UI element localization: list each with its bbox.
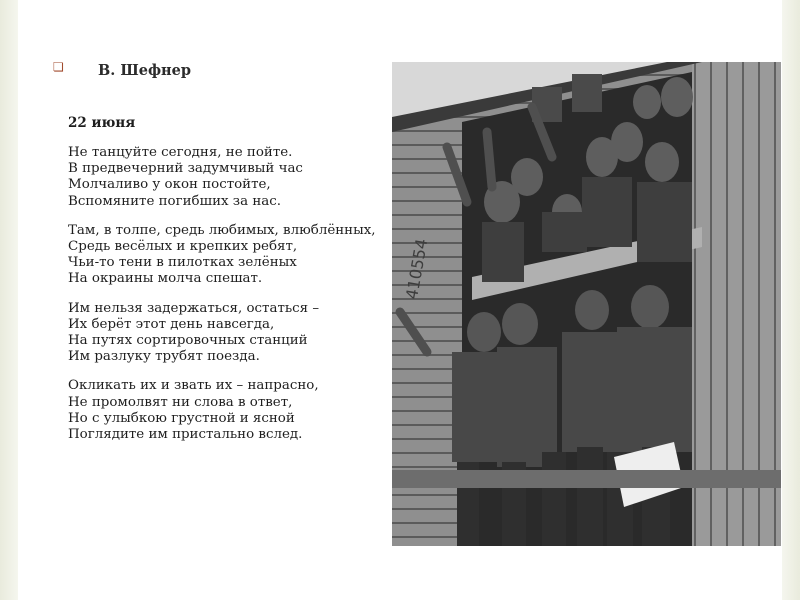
poem-line: Их берёт этот день навсегда,: [68, 316, 275, 332]
left-margin-band: [0, 0, 18, 600]
author-heading: В. Шефнер: [98, 62, 192, 79]
wagon-number: 410554: [402, 237, 432, 301]
poem-line: Но с улыбкою грустной и ясной: [68, 410, 295, 426]
photo-illustration: [392, 62, 781, 546]
poem-line: Не промолвят ни слова в ответ,: [68, 394, 293, 410]
wagon-sill: [392, 470, 781, 488]
poem-line: Поглядите им пристально вслед.: [68, 427, 303, 443]
stanza-4: [68, 378, 398, 443]
poem: [68, 115, 398, 456]
soldiers-train-photo: [392, 62, 781, 546]
poem-line: На путях сортировочных станций: [68, 333, 308, 349]
right-margin-band: [782, 0, 800, 600]
lantern-right: [572, 74, 602, 112]
poem-line: Окликать их и звать их – напрасно,: [68, 378, 319, 394]
stanza-3: [68, 301, 398, 366]
bullet-icon: ❏: [53, 60, 64, 74]
poem-line: Вспомяните погибших за нас.: [68, 193, 282, 209]
poem-line: Там, в толпе, средь любимых, влюблённых,: [68, 222, 376, 238]
poem-line: В предвечерний задумчивый час: [68, 161, 303, 177]
poem-line: Не танцуйте сегодня, не пойте.: [68, 145, 293, 160]
poem-line: Молчаливо у окон постойте,: [68, 177, 271, 193]
poem-line: На окраины молча спешат.: [68, 271, 263, 287]
poem-line: Средь весёлых и крепких ребят,: [68, 239, 298, 255]
poem-line: Им нельзя задержаться, остаться –: [68, 300, 320, 316]
poem-line: Чьи-то тени в пилотках зелёных: [68, 255, 297, 271]
stanza-2: [68, 223, 398, 288]
stanza-1: [68, 145, 398, 210]
poem-date: 22 июня: [68, 115, 136, 131]
poem-line: Им разлуку трубят поезда.: [68, 349, 260, 365]
